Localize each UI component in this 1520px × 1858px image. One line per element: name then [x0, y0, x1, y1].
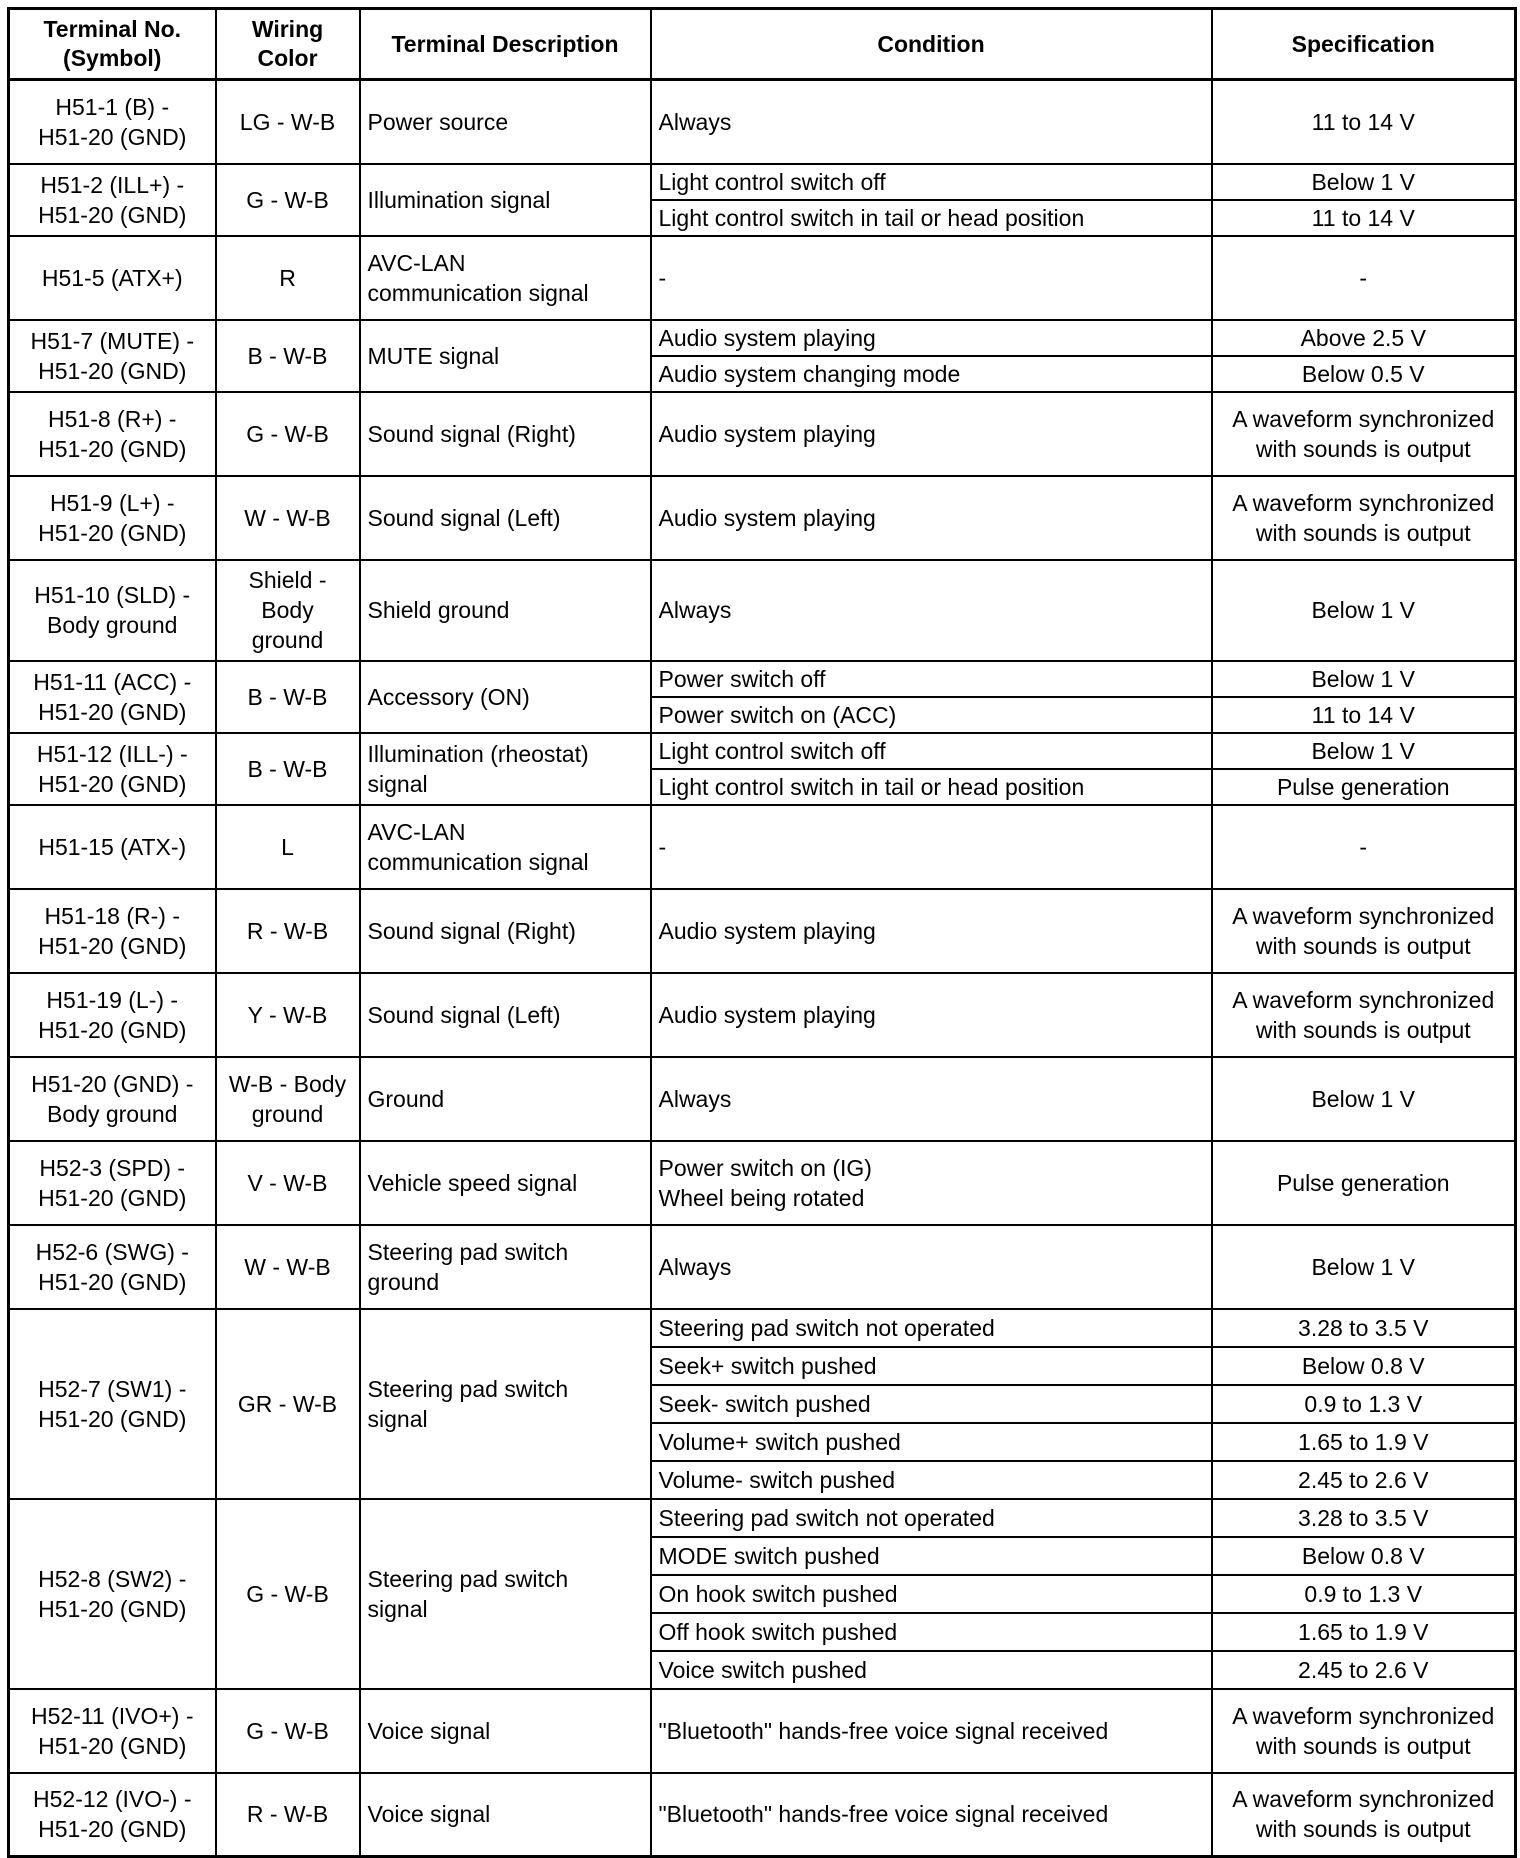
specification-cell: Below 0.8 V [1212, 1347, 1516, 1385]
wiring-color-cell: G - W-B [216, 1499, 360, 1689]
table-row [9, 1309, 1516, 1347]
description-cell: Steering pad switch signal [360, 1499, 651, 1689]
specification-cell: Below 1 V [1212, 733, 1516, 769]
wiring-color-cell: R - W-B [216, 889, 360, 973]
terminal-cell: H52-6 (SWG) - H51-20 (GND) [9, 1225, 216, 1309]
terminal-cell: H51-7 (MUTE) - H51-20 (GND) [9, 320, 216, 392]
terminal-cell: H51-11 (ACC) - H51-20 (GND) [9, 661, 216, 733]
wiring-color-cell: W-B - Body ground [216, 1057, 360, 1141]
condition-cell: Always [651, 1057, 1212, 1141]
terminal-cell: H51-20 (GND) - Body ground [9, 1057, 216, 1141]
table-row [9, 1499, 1516, 1537]
table-row [9, 1225, 1516, 1309]
terminal-spec-table [7, 7, 1517, 1858]
terminal-cell: H51-2 (ILL+) - H51-20 (GND) [9, 164, 216, 236]
specification-cell: Below 0.5 V [1212, 356, 1516, 392]
specification-cell: - [1212, 236, 1516, 320]
specification-cell: A waveform synchronized with sounds is output [1212, 476, 1516, 560]
terminal-cell: H51-8 (R+) - H51-20 (GND) [9, 392, 216, 476]
description-cell: Steering pad switch ground [360, 1225, 651, 1309]
terminal-cell: H51-15 (ATX-) [9, 805, 216, 889]
table-row [9, 476, 1516, 560]
specification-cell: Below 1 V [1212, 164, 1516, 200]
terminal-cell: H51-9 (L+) - H51-20 (GND) [9, 476, 216, 560]
header-row [9, 9, 1516, 80]
specification-cell: A waveform synchronized with sounds is output [1212, 889, 1516, 973]
terminal-cell: H52-8 (SW2) - H51-20 (GND) [9, 1499, 216, 1689]
specification-cell: 3.28 to 3.5 V [1212, 1499, 1516, 1537]
table-row [9, 733, 1516, 769]
specification-cell: Below 0.8 V [1212, 1537, 1516, 1575]
condition-cell: Light control switch in tail or head position [651, 769, 1212, 805]
specification-cell: 3.28 to 3.5 V [1212, 1309, 1516, 1347]
terminal-cell: H51-18 (R-) - H51-20 (GND) [9, 889, 216, 973]
header-terminal: Terminal No. (Symbol) [9, 9, 216, 80]
table-row [9, 560, 1516, 661]
header-description: Terminal Description [360, 9, 651, 80]
specification-cell: 0.9 to 1.3 V [1212, 1575, 1516, 1613]
description-cell: Voice signal [360, 1689, 651, 1773]
condition-cell: Power switch on (IG) Wheel being rotated [651, 1141, 1212, 1225]
specification-cell: 2.45 to 2.6 V [1212, 1461, 1516, 1499]
condition-cell: Steering pad switch not operated [651, 1499, 1212, 1537]
specification-cell: Pulse generation [1212, 769, 1516, 805]
terminal-cell: H51-12 (ILL-) - H51-20 (GND) [9, 733, 216, 805]
condition-cell: Audio system playing [651, 889, 1212, 973]
table-row [9, 661, 1516, 697]
table-row [9, 1141, 1516, 1225]
wiring-color-cell: G - W-B [216, 164, 360, 236]
wiring-color-cell: R [216, 236, 360, 320]
condition-cell: Always [651, 80, 1212, 164]
description-cell: Sound signal (Right) [360, 889, 651, 973]
description-cell: Voice signal [360, 1773, 651, 1857]
description-cell: Power source [360, 80, 651, 164]
table-body [9, 80, 1516, 1857]
table-row [9, 320, 1516, 356]
condition-cell: Volume+ switch pushed [651, 1423, 1212, 1461]
description-cell: AVC-LAN communication signal [360, 805, 651, 889]
specification-cell: 1.65 to 1.9 V [1212, 1613, 1516, 1651]
wiring-color-cell: V - W-B [216, 1141, 360, 1225]
condition-cell: Always [651, 1225, 1212, 1309]
condition-cell: Audio system playing [651, 476, 1212, 560]
wiring-color-cell: LG - W-B [216, 80, 360, 164]
description-cell: Ground [360, 1057, 651, 1141]
wiring-color-cell: B - W-B [216, 661, 360, 733]
wiring-color-cell: Shield - Body ground [216, 560, 360, 661]
wiring-color-cell: W - W-B [216, 476, 360, 560]
table-row [9, 80, 1516, 164]
condition-cell: Volume- switch pushed [651, 1461, 1212, 1499]
table-row [9, 1689, 1516, 1773]
specification-cell: Pulse generation [1212, 1141, 1516, 1225]
table-row [9, 889, 1516, 973]
condition-cell: Steering pad switch not operated [651, 1309, 1212, 1347]
terminal-cell: H51-19 (L-) - H51-20 (GND) [9, 973, 216, 1057]
specification-cell: - [1212, 805, 1516, 889]
description-cell: Accessory (ON) [360, 661, 651, 733]
wiring-color-cell: G - W-B [216, 1689, 360, 1773]
table-row [9, 805, 1516, 889]
table-row [9, 236, 1516, 320]
specification-cell: 11 to 14 V [1212, 80, 1516, 164]
condition-cell: - [651, 805, 1212, 889]
terminal-cell: H52-3 (SPD) - H51-20 (GND) [9, 1141, 216, 1225]
wiring-color-cell: Y - W-B [216, 973, 360, 1057]
condition-cell: Seek+ switch pushed [651, 1347, 1212, 1385]
terminal-table-container [7, 7, 1517, 1858]
wiring-color-cell: B - W-B [216, 320, 360, 392]
condition-cell: Power switch off [651, 661, 1212, 697]
table-row [9, 1057, 1516, 1141]
description-cell: MUTE signal [360, 320, 651, 392]
specification-cell: A waveform synchronized with sounds is output [1212, 1773, 1516, 1857]
table-row [9, 1773, 1516, 1857]
condition-cell: Audio system playing [651, 392, 1212, 476]
specification-cell: Below 1 V [1212, 1057, 1516, 1141]
wiring-color-cell: G - W-B [216, 392, 360, 476]
wiring-color-cell: W - W-B [216, 1225, 360, 1309]
specification-cell: 1.65 to 1.9 V [1212, 1423, 1516, 1461]
specification-cell: A waveform synchronized with sounds is output [1212, 392, 1516, 476]
specification-cell: A waveform synchronized with sounds is output [1212, 973, 1516, 1057]
header-condition: Condition [651, 9, 1212, 80]
condition-cell: Light control switch off [651, 164, 1212, 200]
terminal-cell: H52-7 (SW1) - H51-20 (GND) [9, 1309, 216, 1499]
terminal-cell: H51-5 (ATX+) [9, 236, 216, 320]
description-cell: Illumination (rheostat) signal [360, 733, 651, 805]
condition-cell: Light control switch off [651, 733, 1212, 769]
condition-cell: Light control switch in tail or head position [651, 200, 1212, 236]
wiring-color-cell: B - W-B [216, 733, 360, 805]
condition-cell: Audio system playing [651, 320, 1212, 356]
specification-cell: 0.9 to 1.3 V [1212, 1385, 1516, 1423]
header-specification: Specification [1212, 9, 1516, 80]
header-wiring-color: Wiring Color [216, 9, 360, 80]
specification-cell: 11 to 14 V [1212, 697, 1516, 733]
condition-cell: - [651, 236, 1212, 320]
specification-cell: Below 1 V [1212, 560, 1516, 661]
specification-cell: A waveform synchronized with sounds is output [1212, 1689, 1516, 1773]
wiring-color-cell: L [216, 805, 360, 889]
condition-cell: Always [651, 560, 1212, 661]
condition-cell: Seek- switch pushed [651, 1385, 1212, 1423]
condition-cell: MODE switch pushed [651, 1537, 1212, 1575]
condition-cell: "Bluetooth" hands-free voice signal received [651, 1689, 1212, 1773]
description-cell: AVC-LAN communication signal [360, 236, 651, 320]
terminal-cell: H52-11 (IVO+) - H51-20 (GND) [9, 1689, 216, 1773]
terminal-cell: H51-1 (B) - H51-20 (GND) [9, 80, 216, 164]
condition-cell: Audio system playing [651, 973, 1212, 1057]
specification-cell: 11 to 14 V [1212, 200, 1516, 236]
description-cell: Sound signal (Right) [360, 392, 651, 476]
wiring-color-cell: GR - W-B [216, 1309, 360, 1499]
specification-cell: Below 1 V [1212, 1225, 1516, 1309]
specification-cell: 2.45 to 2.6 V [1212, 1651, 1516, 1689]
description-cell: Steering pad switch signal [360, 1309, 651, 1499]
condition-cell: Off hook switch pushed [651, 1613, 1212, 1651]
description-cell: Illumination signal [360, 164, 651, 236]
terminal-cell: H52-12 (IVO-) - H51-20 (GND) [9, 1773, 216, 1857]
description-cell: Sound signal (Left) [360, 476, 651, 560]
condition-cell: Voice switch pushed [651, 1651, 1212, 1689]
table-row [9, 164, 1516, 200]
wiring-color-cell: R - W-B [216, 1773, 360, 1857]
specification-cell: Above 2.5 V [1212, 320, 1516, 356]
condition-cell: Audio system changing mode [651, 356, 1212, 392]
terminal-cell: H51-10 (SLD) - Body ground [9, 560, 216, 661]
description-cell: Sound signal (Left) [360, 973, 651, 1057]
description-cell: Shield ground [360, 560, 651, 661]
condition-cell: "Bluetooth" hands-free voice signal received [651, 1773, 1212, 1857]
table-row [9, 973, 1516, 1057]
condition-cell: On hook switch pushed [651, 1575, 1212, 1613]
specification-cell: Below 1 V [1212, 661, 1516, 697]
table-row [9, 392, 1516, 476]
condition-cell: Power switch on (ACC) [651, 697, 1212, 733]
description-cell: Vehicle speed signal [360, 1141, 651, 1225]
